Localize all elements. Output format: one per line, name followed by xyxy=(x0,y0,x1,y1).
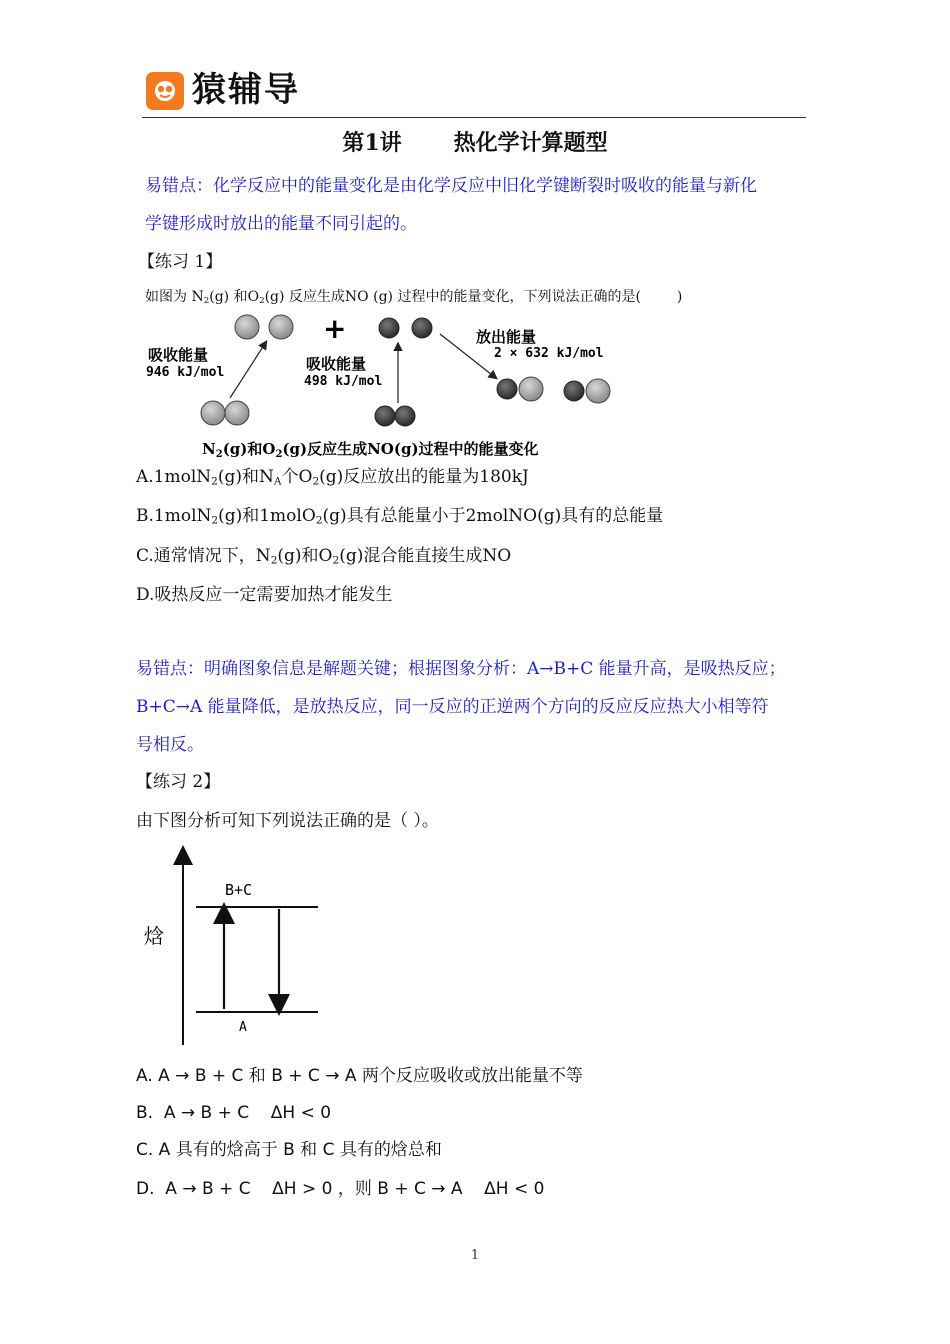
absorb-label-2: 吸收能量 xyxy=(306,355,367,373)
practice-2-option-d: D. A → B + C ΔH > 0 ，则 B + C → A ΔH < 0 xyxy=(136,1179,545,1199)
page-number: 1 xyxy=(470,1248,480,1263)
o-atom xyxy=(379,318,399,338)
n-atom xyxy=(235,315,259,339)
n2-molecule-atom xyxy=(225,401,249,425)
no-molecule-atom xyxy=(497,379,517,399)
absorb-value-2: 498 kJ/mol xyxy=(304,374,383,389)
practice-2-option-c: C. A 具有的焓高于 B 和 C 具有的焓总和 xyxy=(136,1140,442,1160)
release-value: 2 × 632 kJ/mol xyxy=(494,346,604,361)
error-note-1-line2: 学键形成时放出的能量不同引起的。 xyxy=(145,214,417,234)
upper-level-label: B+C xyxy=(225,881,253,899)
practice-1-question: 如图为 $N_2(g)$ 和$O_2(g)$ 反应生成NO (g) 过程中的能量变化，下列说法正确的是( ) xyxy=(145,289,683,307)
practice-2-option-b: B. A → B + C ΔH < 0 xyxy=(136,1103,332,1123)
energy-change-diagram xyxy=(140,310,640,460)
practice-2-question: 由下图分析可知下列说法正确的是（ ）。 xyxy=(136,811,439,831)
brand-logo-icon xyxy=(146,72,184,110)
arrow-icon xyxy=(230,342,266,398)
no-molecule-atom xyxy=(564,381,584,401)
error-note-2-line2: B+C→A 能量降低，是放热反应，同一反应的正逆两个方向的反应反应热大小相等符 xyxy=(136,697,769,717)
error-note-2-line1: 易错点：明确图象信息是解题关键；根据图象分析：A→B+C 能量升高，是吸热反应； xyxy=(136,659,786,679)
error-note-1-line1: 易错点：化学反应中的能量变化是由化学反应中旧化学键断裂时吸收的能量与新化 xyxy=(145,176,757,196)
plus-sign: + xyxy=(323,312,347,345)
page-title xyxy=(0,128,950,158)
practice-1-option-a: A.1molN$_2$(g)和$N_A$个$O_2(g)$反应放出的能量为180kJ xyxy=(136,467,529,488)
practice-1-option-c: C.通常情况下，$N_2(g)$和$O_2(g)$混合能直接生成NO xyxy=(136,546,512,567)
error-note-2-line3: 号相反。 xyxy=(136,735,204,755)
o2-molecule-atom xyxy=(395,406,415,426)
figure-caption: $N_2(g)$和$O_2(g)$反应生成NO(g)过程中的能量变化 xyxy=(202,440,539,460)
header-divider xyxy=(142,117,806,118)
no-molecule-atom xyxy=(519,377,543,401)
error-note-1 xyxy=(145,167,757,243)
enthalpy-diagram xyxy=(136,845,336,1050)
absorb-value-1: 946 kJ/mol xyxy=(146,365,225,380)
o2-molecule-atom xyxy=(375,406,395,426)
o-atom xyxy=(412,318,432,338)
brand-name: 猿辅导 xyxy=(192,70,300,110)
n-atom xyxy=(269,315,293,339)
practice-2-option-a: A. A → B + C 和 B + C → A 两个反应吸收或放出能量不等 xyxy=(136,1066,583,1086)
practice-2-label: 【练习 2】 xyxy=(136,772,221,792)
lesson-topic: 热化学计算题型 xyxy=(453,130,608,156)
absorb-label-1: 吸收能量 xyxy=(148,346,209,364)
y-axis-label: 焓 xyxy=(144,924,164,948)
practice-1-option-b: B.1molN$_2$(g)和1molO$_2$(g)具有总能量小于2molNO(g)具有的总能量 xyxy=(136,506,664,527)
practice-1-option-d: D.吸热反应一定需要加热才能发生 xyxy=(136,585,393,605)
n2-molecule-atom xyxy=(201,401,225,425)
error-note-2 xyxy=(136,650,786,764)
practice-1-label: 【练习 1】 xyxy=(138,252,223,272)
no-molecule-atom xyxy=(586,379,610,403)
lower-level-label: A xyxy=(239,1020,247,1035)
release-label: 放出能量 xyxy=(476,328,537,346)
lesson-number: 第1讲 xyxy=(342,130,402,156)
